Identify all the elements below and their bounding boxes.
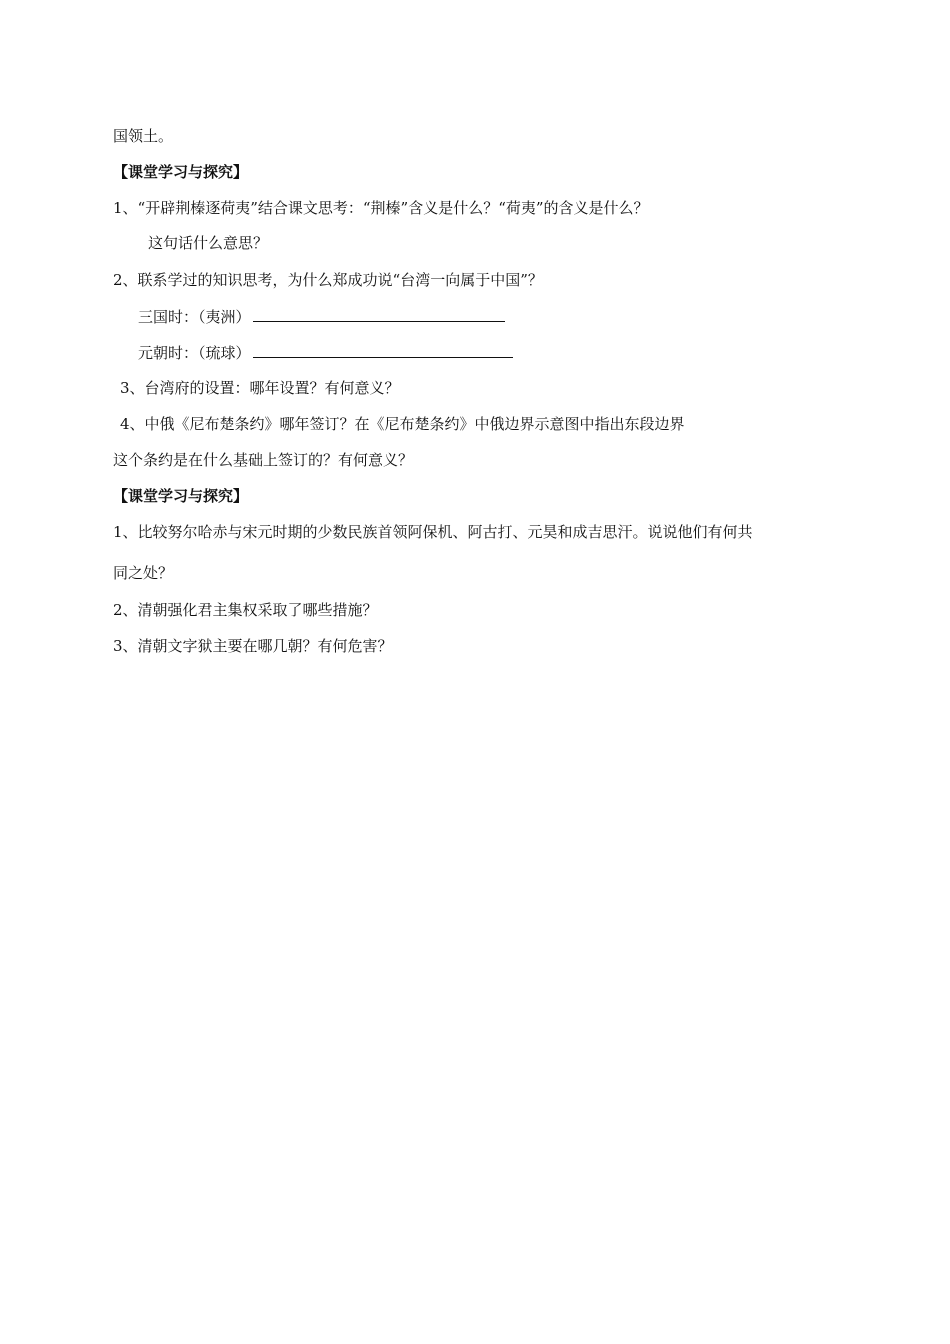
question-1-line-1: 1、“开辟荆榛逐荷夷”结合课文思考：“荆榛”含义是什么？“荷夷”的含义是什么？ [113,199,649,217]
intro-tail-text: 国领土。 [113,127,174,145]
section2-question-1-line-1: 1、比较努尔哈赤与宋元时期的少数民族首领阿保机、阿古打、元昊和成吉思汗。说说他们有何共 [113,523,753,541]
section2-question-3-text: 3、清朝文字狱主要在哪几朝？有何危害？ [113,637,393,655]
question-4-line-2: 这个条约是在什么基础上签订的？有何意义？ [113,451,414,469]
sanguo-label: 三国时：（夷洲） [138,308,251,326]
section-heading-2: 【课堂学习与探究】 [113,487,249,505]
sanguo-answer-blank[interactable] [253,306,505,322]
section-heading-1: 【课堂学习与探究】 [113,163,249,181]
question-1-line-2: 这句话什么意思？ [148,234,269,252]
yuan-label: 元朝时：（琉球） [138,344,251,362]
question-4-line-1: 4、中俄《尼布楚条约》哪年签订？在《尼布楚条约》中俄边界示意图中指出东段边界 [120,415,685,433]
yuan-answer-blank[interactable] [253,342,513,358]
question-3-text: 3、台湾府的设置：哪年设置？有何意义？ [120,379,400,397]
yuan-row [138,342,513,363]
sanguo-row [138,306,505,327]
section2-question-2-text: 2、清朝强化君主集权采取了哪些措施？ [113,601,378,619]
question-2-text: 2、联系学过的知识思考，为什么郑成功说“台湾一向属于中国”？ [113,271,543,289]
section2-question-1-line-2: 同之处？ [113,564,174,582]
